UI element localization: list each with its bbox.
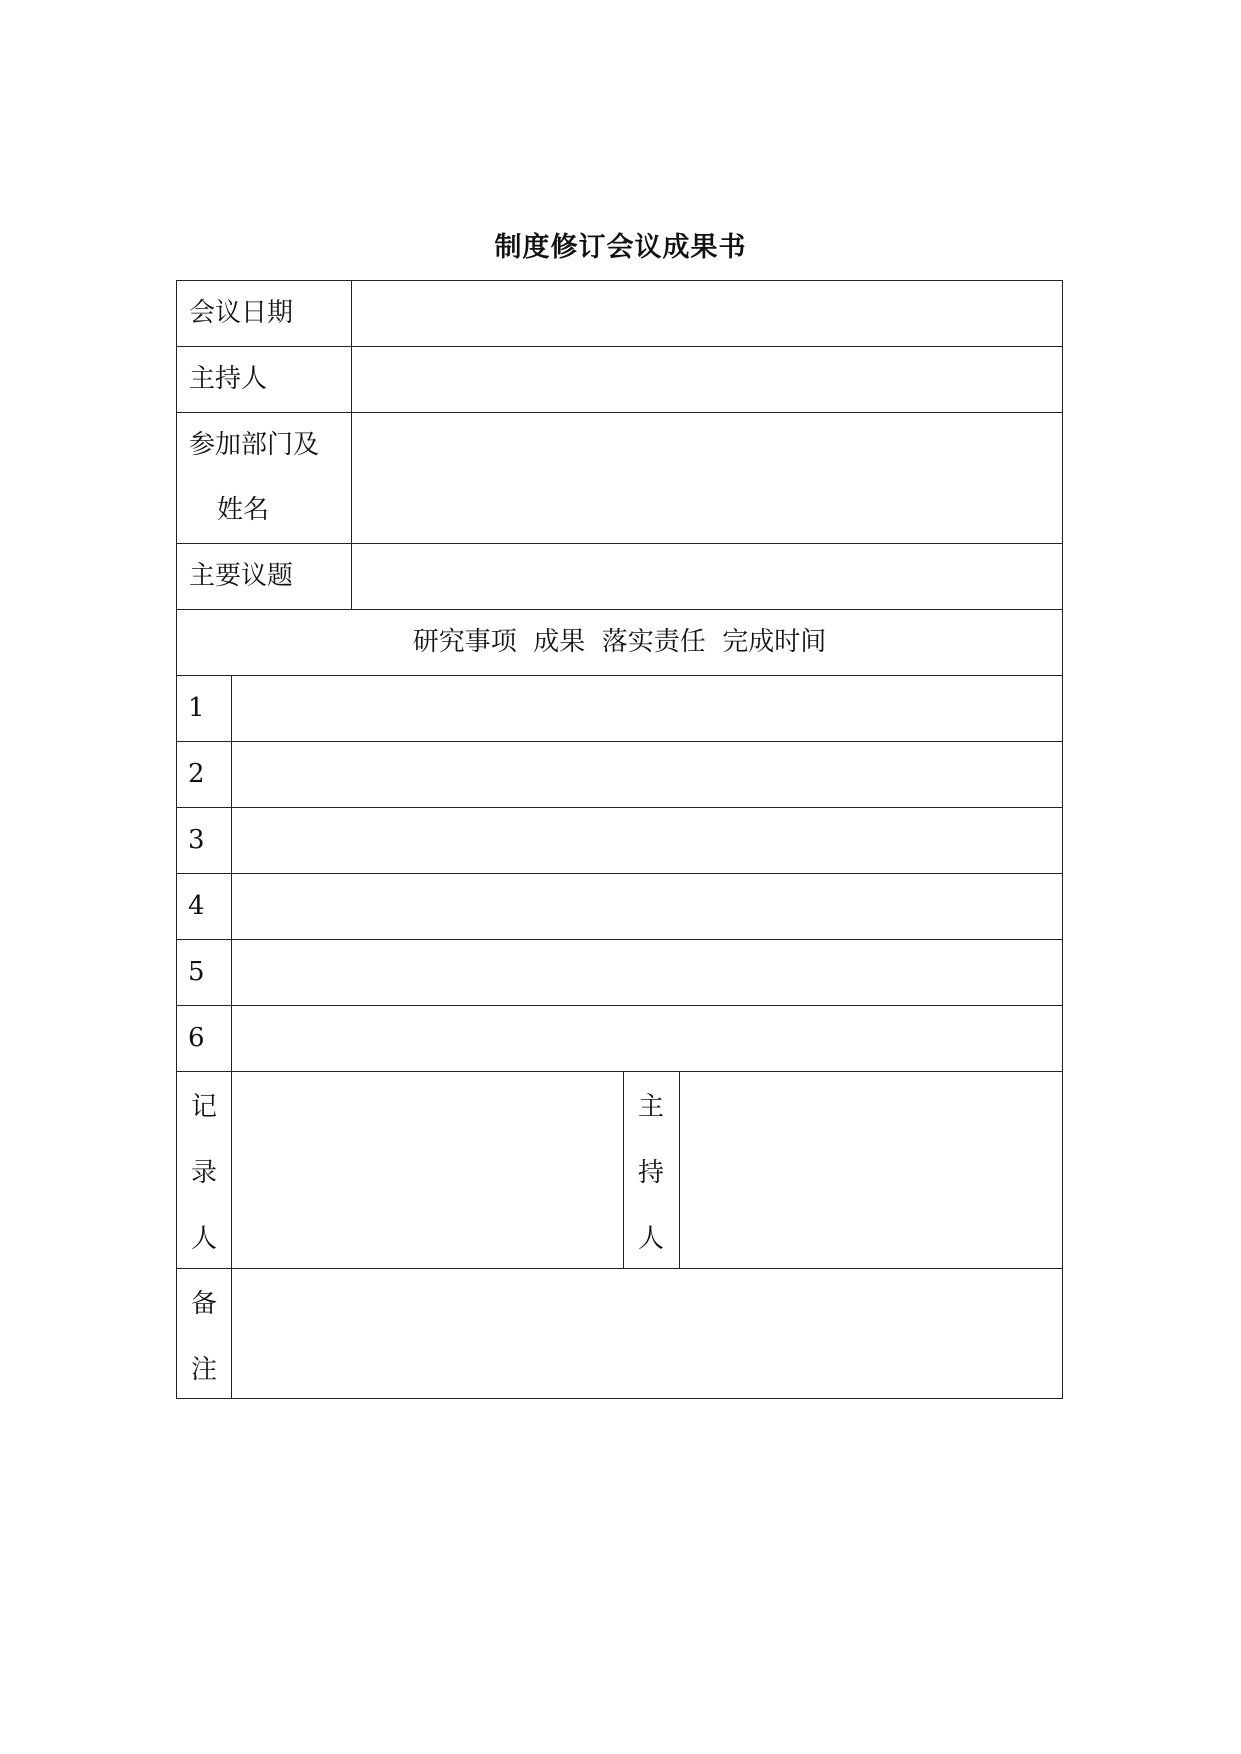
row-divider — [176, 807, 1063, 808]
departments-label-line2: 姓名 — [217, 495, 270, 525]
row-divider — [176, 1005, 1063, 1006]
table-border-top — [176, 280, 1063, 281]
main-topic-label: 主要议题 — [189, 561, 294, 591]
row-divider — [176, 939, 1063, 940]
row-divider — [176, 1268, 1063, 1269]
document-title: 制度修订会议成果书 — [494, 232, 747, 263]
table-border-bottom — [176, 1398, 1063, 1399]
remarks-label: 备 注 — [190, 1289, 217, 1385]
meeting-results-table — [176, 280, 1063, 1398]
departments-label-line1: 参加部门及 — [189, 430, 320, 460]
label-column-divider — [351, 280, 352, 609]
item-number: 3 — [188, 825, 205, 855]
items-header: 研究事项 成果 落实责任 完成时间 — [412, 627, 827, 657]
row-divider — [176, 873, 1063, 874]
row-divider — [176, 741, 1063, 742]
signature-column-divider — [679, 1071, 680, 1268]
item-number: 1 — [188, 693, 205, 723]
item-number: 6 — [188, 1023, 205, 1053]
meeting-date-label: 会议日期 — [189, 298, 294, 328]
row-divider — [176, 1071, 1063, 1072]
host-signature-label: 主 持 人 — [637, 1092, 664, 1254]
item-number: 4 — [188, 891, 205, 921]
row-divider — [176, 346, 1063, 347]
row-divider — [176, 543, 1063, 544]
recorder-label: 记 录 人 — [190, 1092, 217, 1254]
item-number: 5 — [188, 957, 205, 987]
table-border-right — [1062, 280, 1063, 1398]
number-column-divider — [231, 675, 232, 1398]
row-divider — [176, 675, 1063, 676]
host-label: 主持人 — [189, 364, 268, 394]
item-number: 2 — [188, 759, 205, 789]
